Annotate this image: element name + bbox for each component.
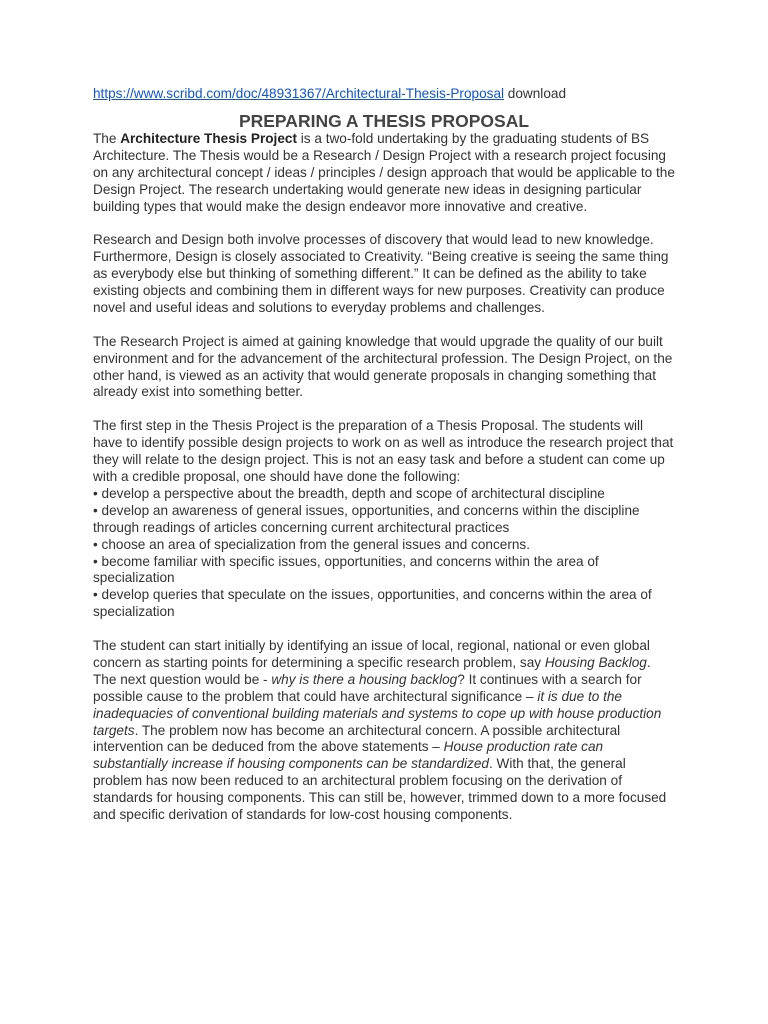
- example-text-2: . The next question would be -: [93, 654, 651, 687]
- page-title: PREPARING A THESIS PROPOSAL: [238, 110, 530, 131]
- paragraph-first-step: The first step in the Thesis Project is the preparation of a Thesis Proposal. The students will have to identify possible design projects to work on as well as introduce the research project that they will relate to the design project. This is not an easy task and before a student can come up with a credible proposal, one should have done the following:: [93, 418, 674, 484]
- example-italic-3: it is due to the inadequacies of conventional building materials and systems to cope up with house production targets: [93, 688, 662, 738]
- paragraph-research-design: Research and Design both involve processes of discovery that would lead to new knowledge. Furthermore, Design is closely associated to Creativity. “Being creative is seeing the same thing as everybody else but thinking of something different.” It can be defined as the ability to take existing objects and combining them in different ways for new purposes. Creativity can produce novel and useful ideas and solutions to everyday problems and challenges.: [93, 232, 669, 315]
- list-item: • develop queries that speculate on the issues, opportunities, and concerns within the area of specialization: [93, 587, 652, 620]
- list-item: • become familiar with specific issues, opportunities, and concerns within the area of specialization: [93, 553, 599, 586]
- requirements-list: [93, 486, 675, 621]
- list-item: • develop an awareness of general issues, opportunities, and concerns within the discipline through readings of articles concerning current architectural practices: [93, 502, 640, 535]
- source-link[interactable]: https://www.scribd.com/doc/48931367/Architectural-Thesis-Proposal: [93, 86, 505, 101]
- intro-rest: is a two-fold undertaking by the graduating students of BS Architecture. The Thesis would be a Research / Design Project with a research project focusing on any architectural concept / ideas / principles / design approach that would be applicable to the Design Project. The research undertaking would generate new ideas in designing particular building types that would make the design endeavor more innovative and creative.: [93, 130, 675, 214]
- example-text-4: . The problem now has become an architectural concern. A possible architectural intervention can be deduced from the above statements –: [93, 722, 621, 755]
- document-page: [93, 86, 675, 841]
- paragraph-research-project: The Research Project is aimed at gaining knowledge that would upgrade the quality of our built environment and for the advancement of the architectural profession. The Design Project, on the other hand, is viewed as an activity that would generate proposals in changing something that already exist into something better.: [93, 333, 673, 400]
- example-text-5: . With that, the general problem has now been reduced to an architectural problem focusing on the derivation of standards for housing components. This can still be, however, trimmed down to a more focused and specific derivation of standards for low-cost housing components.: [93, 756, 667, 823]
- intro-pre: The: [93, 130, 121, 146]
- list-item: • develop a perspective about the breadth, depth and scope of architectural discipline: [93, 485, 605, 501]
- paragraph-intro: [93, 131, 675, 216]
- example-italic-2: why is there a housing backlog: [271, 671, 458, 687]
- example-italic-1: Housing Backlog: [544, 654, 647, 670]
- source-line: [93, 86, 675, 103]
- example-text-1: The student can start initially by identifying an issue of local, regional, national or even global concern as starting points for determining a specific research problem, say: [93, 638, 650, 670]
- example-italic-4: House production rate can substantially increase if housing components can be standardized: [93, 739, 604, 772]
- source-suffix: download: [504, 86, 567, 101]
- intro-bold-term: Architecture Thesis Project: [120, 130, 297, 146]
- example-text-3: ? It continues with a search for possible cause to the problem that could have architectural significance –: [93, 671, 642, 704]
- list-item: • choose an area of specialization from the general issues and concerns.: [93, 536, 530, 552]
- paragraph-housing-example: [93, 638, 675, 824]
